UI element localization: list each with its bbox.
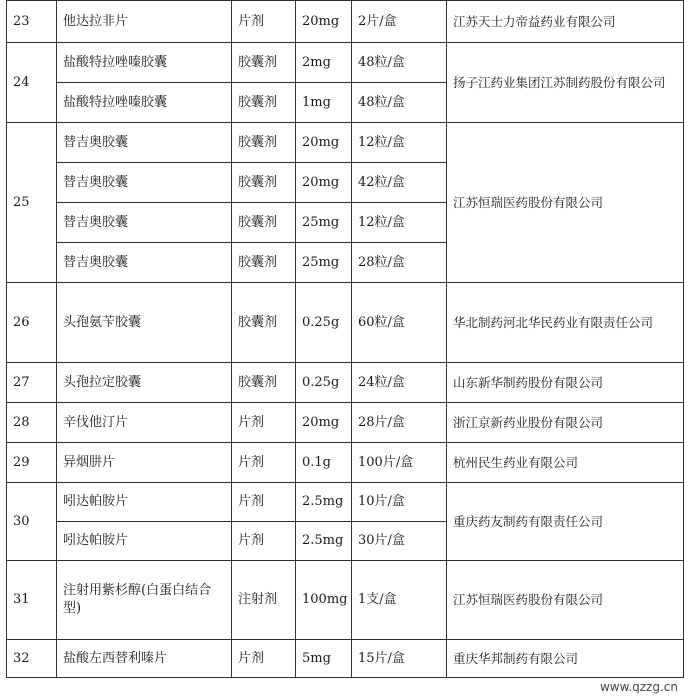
dosage-form: 片剂 (232, 640, 296, 678)
package: 42粒/盒 (352, 163, 447, 203)
package: 12粒/盒 (352, 203, 447, 243)
specification: 20mg (296, 123, 352, 163)
dosage-form: 片剂 (232, 483, 296, 522)
table-row (7, 43, 684, 83)
specification: 1mg (296, 83, 352, 123)
company: 杭州民生药业有限公司 (447, 443, 684, 483)
table-row (7, 363, 684, 403)
row-number: 28 (7, 403, 57, 443)
package: 12粒/盒 (352, 123, 447, 163)
dosage-form: 片剂 (232, 443, 296, 483)
table-row (7, 483, 684, 522)
specification: 20mg (296, 403, 352, 443)
drug-name: 头孢氨苄胶囊 (57, 283, 232, 363)
drug-name: 盐酸左西替利嗪片 (57, 640, 232, 678)
package: 60粒/盒 (352, 283, 447, 363)
table-row (7, 443, 684, 483)
package: 10片/盒 (352, 483, 447, 522)
row-number: 29 (7, 443, 57, 483)
drug-name: 替吉奥胶囊 (57, 243, 232, 283)
table-row (7, 283, 684, 363)
specification: 0.25g (296, 363, 352, 403)
dosage-form: 胶囊剂 (232, 83, 296, 123)
specification: 2.5mg (296, 522, 352, 561)
drug-name: 吲达帕胺片 (57, 522, 232, 561)
drug-name: 异烟肼片 (57, 443, 232, 483)
row-number: 23 (7, 1, 57, 43)
dosage-form: 胶囊剂 (232, 363, 296, 403)
company: 浙江京新药业股份有限公司 (447, 403, 684, 443)
company: 华北制药河北华民药业有限责任公司 (447, 283, 684, 363)
row-number: 26 (7, 283, 57, 363)
table-row (7, 640, 684, 678)
drug-name: 头孢拉定胶囊 (57, 363, 232, 403)
company: 山东新华制药股份有限公司 (447, 363, 684, 403)
drug-name: 辛伐他汀片 (57, 403, 232, 443)
package: 28粒/盒 (352, 243, 447, 283)
table-row (7, 561, 684, 640)
drug-name: 盐酸特拉唑嗪胶囊 (57, 83, 232, 123)
package: 100片/盒 (352, 443, 447, 483)
drug-name: 替吉奥胶囊 (57, 203, 232, 243)
row-number: 27 (7, 363, 57, 403)
drug-name: 注射用紫杉醇(白蛋白结合型) (57, 561, 232, 640)
dosage-form: 片剂 (232, 522, 296, 561)
drug-name: 替吉奥胶囊 (57, 123, 232, 163)
package: 15片/盒 (352, 640, 447, 678)
company: 江苏天士力帝益药业有限公司 (447, 1, 684, 43)
package: 1支/盒 (352, 561, 447, 640)
company: 江苏恒瑞医药股份有限公司 (447, 561, 684, 640)
specification: 0.25g (296, 283, 352, 363)
specification: 25mg (296, 203, 352, 243)
drug-table (6, 0, 684, 678)
company: 江苏恒瑞医药股份有限公司 (447, 123, 684, 283)
drug-name: 吲达帕胺片 (57, 483, 232, 522)
dosage-form: 胶囊剂 (232, 243, 296, 283)
specification: 2.5mg (296, 483, 352, 522)
dosage-form: 注射剂 (232, 561, 296, 640)
table-row (7, 403, 684, 443)
package: 2片/盒 (352, 1, 447, 43)
package: 24粒/盒 (352, 363, 447, 403)
dosage-form: 胶囊剂 (232, 123, 296, 163)
drug-name: 替吉奥胶囊 (57, 163, 232, 203)
company: 重庆华邦制药有限公司 (447, 640, 684, 678)
package: 48粒/盒 (352, 43, 447, 83)
dosage-form: 胶囊剂 (232, 163, 296, 203)
specification: 5mg (296, 640, 352, 678)
drug-name: 他达拉非片 (57, 1, 232, 43)
specification: 0.1g (296, 443, 352, 483)
table-row (7, 123, 684, 163)
table-row (7, 1, 684, 43)
specification: 2mg (296, 43, 352, 83)
row-number: 31 (7, 561, 57, 640)
specification: 20mg (296, 163, 352, 203)
specification: 100mg (296, 561, 352, 640)
company: 重庆药友制药有限责任公司 (447, 483, 684, 561)
specification: 25mg (296, 243, 352, 283)
company: 扬子江药业集团江苏制药股份有限公司 (447, 43, 684, 123)
package: 28片/盒 (352, 403, 447, 443)
site-watermark: www.qzzg.cn (596, 680, 682, 694)
row-number: 30 (7, 483, 57, 561)
row-number: 32 (7, 640, 57, 678)
package: 48粒/盒 (352, 83, 447, 123)
row-number: 24 (7, 43, 57, 123)
specification: 20mg (296, 1, 352, 43)
dosage-form: 胶囊剂 (232, 283, 296, 363)
row-number: 25 (7, 123, 57, 283)
drug-name: 盐酸特拉唑嗪胶囊 (57, 43, 232, 83)
package: 30片/盒 (352, 522, 447, 561)
dosage-form: 片剂 (232, 403, 296, 443)
dosage-form: 胶囊剂 (232, 43, 296, 83)
dosage-form: 片剂 (232, 1, 296, 43)
dosage-form: 胶囊剂 (232, 203, 296, 243)
